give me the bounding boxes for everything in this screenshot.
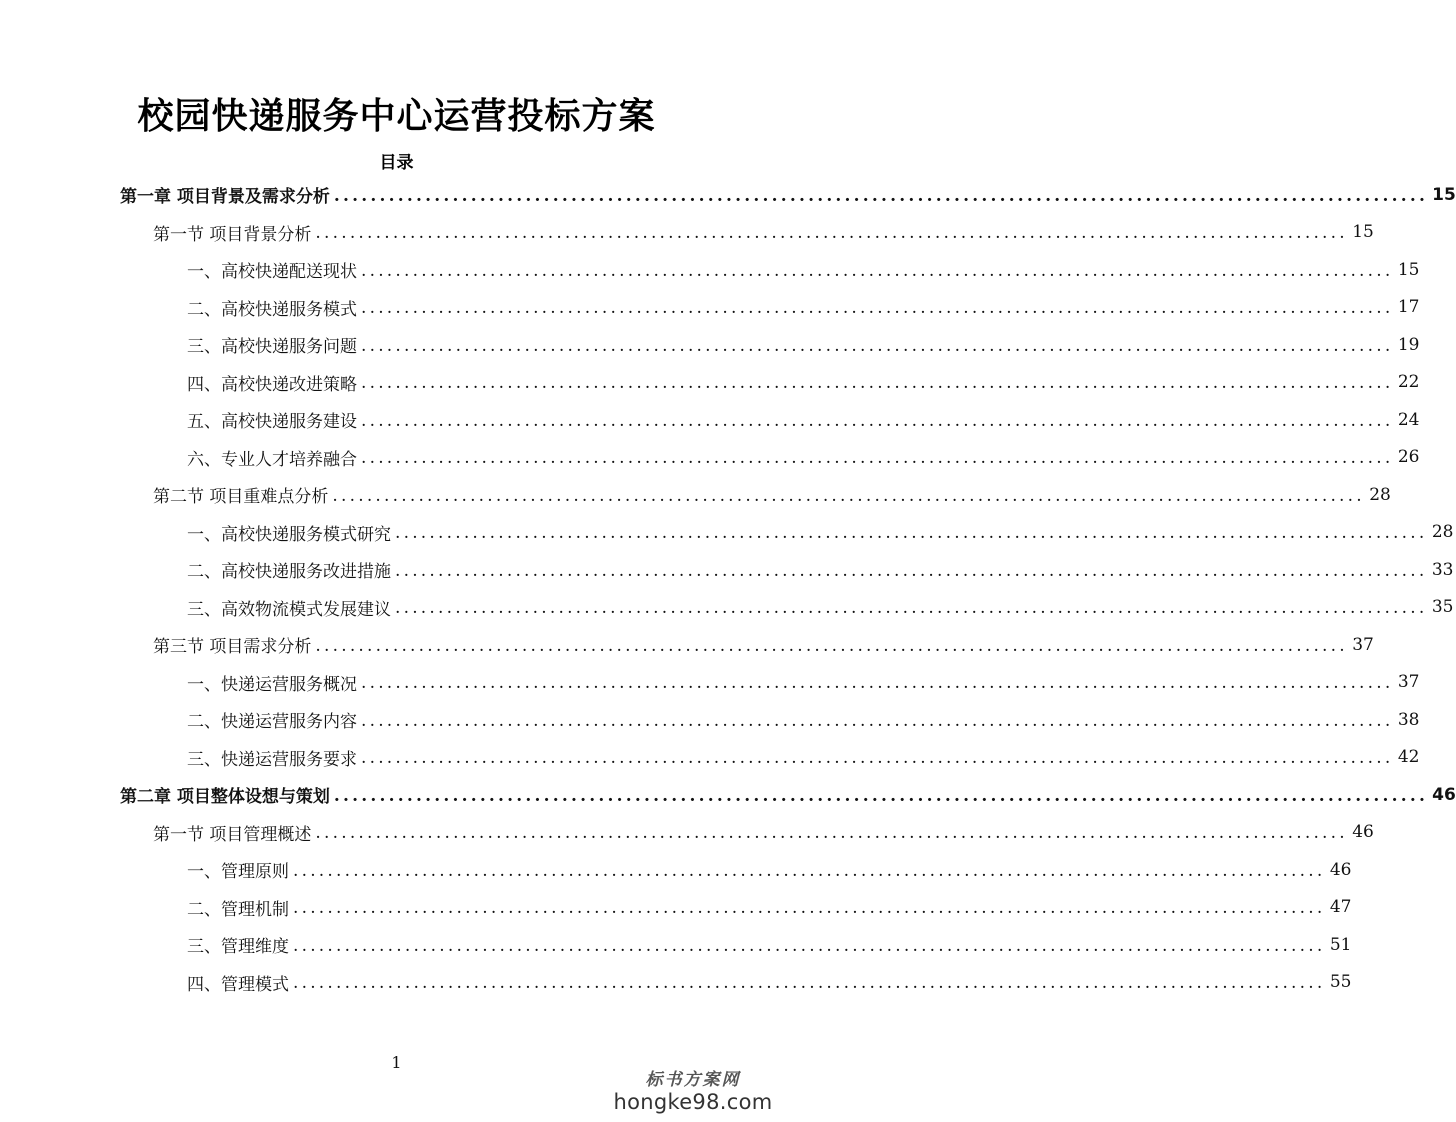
toc-dot-leader: ........................................................................................................................ bbox=[293, 860, 1326, 881]
toc-dot-leader: ........................................................................................................................ bbox=[361, 373, 1394, 394]
toc-entry-page: 42 bbox=[1397, 747, 1420, 768]
toc-dot-leader: ........................................................................................................................ bbox=[395, 560, 1428, 581]
toc-chapter-entry[interactable] bbox=[0, 176, 1456, 214]
toc-dot-leader: ........................................................................................................................ bbox=[361, 335, 1394, 356]
toc-dot-leader: ........................................................................................................................ bbox=[315, 635, 1348, 656]
watermark-name: 标书方案网 bbox=[645, 1070, 741, 1090]
toc-subsection-entry[interactable] bbox=[0, 326, 1420, 364]
toc-entry-page: 35 bbox=[1431, 597, 1454, 618]
toc-dot-leader: ........................................................................................................................ bbox=[361, 673, 1394, 694]
toc-entry-page: 15 bbox=[1397, 259, 1420, 280]
toc-entry-page: 38 bbox=[1397, 709, 1420, 730]
toc-subsection-entry[interactable] bbox=[0, 514, 1454, 552]
toc-subsection-entry[interactable] bbox=[0, 926, 1352, 964]
toc-subsection-entry[interactable] bbox=[0, 964, 1352, 1002]
toc-entry-page: 46 bbox=[1329, 859, 1352, 880]
toc-subsection-entry[interactable] bbox=[0, 251, 1420, 289]
toc-entry-label: 一、管理原则 bbox=[187, 862, 289, 883]
toc-dot-leader: ........................................................................................................................ bbox=[332, 485, 1365, 506]
toc-dot-leader: ........................................................................................................................ bbox=[361, 298, 1394, 319]
toc-entry-label: 第二节 项目重难点分析 bbox=[153, 487, 329, 508]
toc-subsection-entry[interactable] bbox=[0, 364, 1420, 402]
toc-entry-label: 三、快递运营服务要求 bbox=[187, 749, 357, 770]
toc-section-entry[interactable] bbox=[0, 214, 1374, 252]
toc-entry-page: 19 bbox=[1397, 334, 1420, 355]
toc-subsection-entry[interactable] bbox=[0, 889, 1352, 927]
toc-heading: 目录 bbox=[379, 153, 414, 173]
toc-dot-leader: ........................................................................................................................ bbox=[315, 823, 1348, 844]
toc-dot-leader: ........................................................................................................................ bbox=[361, 748, 1394, 769]
toc-entry-page: 22 bbox=[1397, 372, 1420, 393]
toc-dot-leader: ........................................................................................................................ bbox=[315, 223, 1348, 244]
toc-subsection-entry[interactable] bbox=[0, 664, 1420, 702]
toc-entry-page: 15 bbox=[1432, 184, 1456, 205]
toc-entry-page: 47 bbox=[1329, 897, 1352, 918]
toc-entry-label: 四、高校快递改进策略 bbox=[187, 374, 357, 395]
toc-entry-label: 一、快递运营服务概况 bbox=[187, 674, 357, 695]
toc-dot-leader: ........................................................................................................................ bbox=[333, 185, 1429, 206]
toc-entry-label: 第二章 项目整体设想与策划 bbox=[120, 787, 330, 808]
watermark-url: hongke98.com bbox=[613, 1090, 773, 1114]
toc-entry-page: 28 bbox=[1369, 484, 1391, 505]
toc-subsection-entry[interactable] bbox=[0, 701, 1420, 739]
toc-subsection-entry[interactable] bbox=[0, 439, 1420, 477]
toc-dot-leader: ........................................................................................................................ bbox=[361, 710, 1394, 731]
document-title: 校园快递服务中心运营投标方案 bbox=[137, 96, 656, 137]
toc-subsection-entry[interactable] bbox=[0, 289, 1420, 327]
toc-dot-leader: ........................................................................................................................ bbox=[395, 598, 1428, 619]
toc-dot-leader: ........................................................................................................................ bbox=[361, 260, 1394, 281]
toc-entry-page: 51 bbox=[1329, 934, 1352, 955]
toc-dot-leader: ........................................................................................................................ bbox=[293, 973, 1326, 994]
table-of-contents bbox=[0, 176, 1456, 1001]
toc-entry-label: 三、管理维度 bbox=[187, 937, 289, 958]
toc-entry-page: 37 bbox=[1352, 634, 1374, 655]
toc-dot-leader: ........................................................................................................................ bbox=[361, 410, 1394, 431]
toc-subsection-entry[interactable] bbox=[0, 851, 1352, 889]
toc-subsection-entry[interactable] bbox=[0, 739, 1420, 777]
toc-dot-leader: ........................................................................................................................ bbox=[361, 448, 1394, 469]
toc-entry-label: 第一章 项目背景及需求分析 bbox=[120, 187, 330, 208]
toc-entry-page: 24 bbox=[1397, 409, 1420, 430]
toc-dot-leader: ........................................................................................................................ bbox=[333, 785, 1429, 806]
toc-dot-leader: ........................................................................................................................ bbox=[395, 523, 1428, 544]
toc-section-entry[interactable] bbox=[0, 476, 1391, 514]
toc-section-entry[interactable] bbox=[0, 814, 1374, 852]
toc-entry-label: 第一节 项目管理概述 bbox=[153, 824, 312, 845]
toc-entry-label: 四、管理模式 bbox=[187, 974, 289, 995]
toc-chapter-entry[interactable] bbox=[0, 776, 1456, 814]
toc-entry-label: 第一节 项目背景分析 bbox=[153, 224, 312, 245]
toc-dot-leader: ........................................................................................................................ bbox=[293, 898, 1326, 919]
toc-entry-page: 46 bbox=[1352, 822, 1374, 843]
toc-entry-page: 55 bbox=[1329, 972, 1352, 993]
toc-subsection-entry[interactable] bbox=[0, 401, 1420, 439]
toc-subsection-entry[interactable] bbox=[0, 589, 1454, 627]
toc-entry-label: 六、专业人才培养融合 bbox=[187, 449, 357, 470]
toc-entry-page: 26 bbox=[1397, 447, 1420, 468]
toc-entry-label: 五、高校快递服务建设 bbox=[187, 412, 357, 433]
toc-entry-page: 17 bbox=[1397, 297, 1420, 318]
toc-entry-label: 二、高校快递服务改进措施 bbox=[187, 562, 391, 583]
toc-entry-page: 37 bbox=[1397, 672, 1420, 693]
toc-entry-label: 二、快递运营服务内容 bbox=[187, 712, 357, 733]
toc-entry-label: 第三节 项目需求分析 bbox=[153, 637, 312, 658]
toc-entry-label: 一、高校快递服务模式研究 bbox=[187, 524, 391, 545]
toc-dot-leader: ........................................................................................................................ bbox=[293, 935, 1326, 956]
page-number: 1 bbox=[391, 1053, 402, 1072]
toc-entry-label: 三、高校快递服务问题 bbox=[187, 337, 357, 358]
toc-entry-page: 46 bbox=[1432, 784, 1456, 805]
toc-entry-page: 28 bbox=[1431, 522, 1454, 543]
toc-entry-label: 三、高效物流模式发展建议 bbox=[187, 599, 391, 620]
toc-entry-page: 15 bbox=[1352, 222, 1374, 243]
toc-subsection-entry[interactable] bbox=[0, 551, 1454, 589]
watermark-logo bbox=[603, 1065, 783, 1114]
toc-entry-label: 二、管理机制 bbox=[187, 899, 289, 920]
toc-entry-page: 33 bbox=[1431, 559, 1454, 580]
toc-entry-label: 二、高校快递服务模式 bbox=[187, 299, 357, 320]
toc-entry-label: 一、高校快递配送现状 bbox=[187, 262, 357, 283]
toc-section-entry[interactable] bbox=[0, 626, 1374, 664]
